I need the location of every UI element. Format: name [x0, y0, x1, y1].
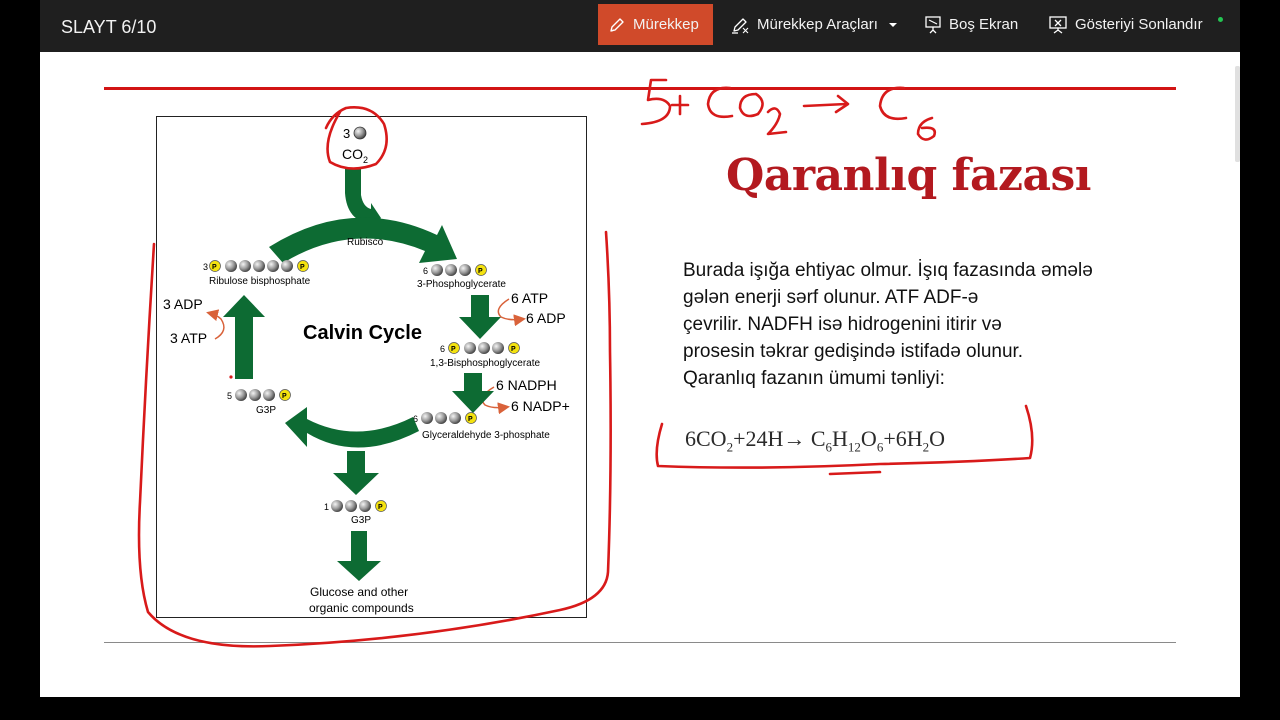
ink-letter-c1 [708, 88, 732, 117]
ink-button-label: Mürekkep [633, 16, 699, 33]
g3p1-count: 1 [324, 502, 330, 512]
svg-text:P: P [511, 346, 516, 353]
svg-text:P: P [468, 416, 473, 423]
pga-label: 3-Phosphoglycerate [417, 279, 506, 290]
ink-digit-5 [642, 80, 670, 124]
ink-button[interactable] [598, 4, 713, 45]
ink-equation-underline [830, 472, 880, 474]
ink-subscript-2 [768, 108, 786, 134]
pga-count: 6 [423, 266, 429, 276]
svg-text:P: P [478, 268, 483, 275]
rubp-label: Ribulose bisphosphate [209, 276, 311, 287]
dark-phase-equation: $6CO_2+24H\to C_6H_{12}O_6+6H_2O$ [685, 426, 945, 455]
glucose-label-line1: Glucose and other [310, 585, 409, 599]
slide-title: Qaranlıq fazası [726, 150, 1091, 201]
adp-left-label: 3 ADP [163, 296, 203, 312]
slide-canvas[interactable] [40, 52, 1240, 697]
ink-equation-box [657, 406, 1033, 468]
body-line-5: Qaranlıq fazanın ümumi tənliyi: [683, 368, 945, 389]
ink-subscript-6 [918, 118, 935, 140]
blank-screen-button[interactable] [924, 4, 1018, 45]
rubp-count: 3 [203, 262, 209, 272]
end-show-icon [1048, 15, 1068, 35]
end-show-label: Gösteriyi Sonlandır [1075, 16, 1203, 33]
ink-arrow-line [804, 104, 846, 106]
co2-count: 3 [343, 126, 351, 141]
body-line-4: prosesin təkrar gedişində istifadə olunur. [683, 341, 1024, 362]
ink-letter-o [740, 94, 763, 116]
ink-plus [672, 96, 688, 114]
adp-out-label: 6 ADP [526, 310, 566, 326]
svg-text:P: P [212, 264, 217, 271]
ink-letter-c2 [880, 88, 906, 119]
ink-tools-button[interactable] [730, 4, 900, 45]
pen-icon [608, 16, 626, 34]
body-line-3: çevrilir. NADFH isə hidrogenini itirir və [683, 314, 1002, 335]
body-line-1: Burada işığa ehtiyac olmur. İşıq fazasında əmələ [683, 260, 1093, 281]
ink-tools-label: Mürekkep Araçları [757, 16, 878, 33]
bpg-label: 1,3-Bisphosphoglycerate [430, 358, 541, 369]
status-dot [1218, 17, 1223, 22]
caret-down-icon [886, 20, 900, 30]
slide-counter: SLAYT 6/10 [61, 17, 157, 37]
co2-label: $CO_2$ [342, 146, 369, 165]
atp-in-label: 6 ATP [511, 290, 549, 306]
ink-dot [229, 375, 232, 378]
body-line-2: gələn enerji sərf olunur. ATF ADF-ə [683, 287, 979, 308]
g3p6-count: 6 [413, 414, 419, 424]
g3p6-label: Glyceraldehyde 3-phosphate [422, 430, 550, 441]
atp-left-label: 3 ATP [170, 330, 208, 346]
end-show-button[interactable] [1048, 4, 1203, 45]
rubisco-label: Rubisco [347, 237, 384, 248]
calvin-cycle-label: Calvin Cycle [303, 322, 422, 344]
blank-screen-label: Boş Ekran [949, 16, 1019, 33]
ink-co2-circle [326, 107, 387, 168]
presenter-toolbar [40, 0, 1240, 52]
g3p5-label: G3P [256, 405, 277, 416]
g3p5-count: 5 [227, 391, 233, 401]
nadph-in-label: 6 NADPH [496, 377, 557, 393]
ink-tools-icon [730, 15, 750, 35]
ink-diagram-box [139, 232, 611, 646]
blank-screen-icon [924, 15, 942, 35]
bpg-count: 6 [440, 344, 446, 354]
ink-annotations [40, 52, 1240, 697]
svg-text:P: P [282, 393, 287, 400]
svg-text:P: P [300, 264, 305, 271]
g3p1-label: G3P [351, 515, 372, 526]
svg-text:P: P [451, 346, 456, 353]
nadp-out-label: 6 NADP+ [511, 398, 570, 414]
svg-text:P: P [378, 504, 383, 511]
glucose-label-line2: organic compounds [309, 601, 414, 615]
